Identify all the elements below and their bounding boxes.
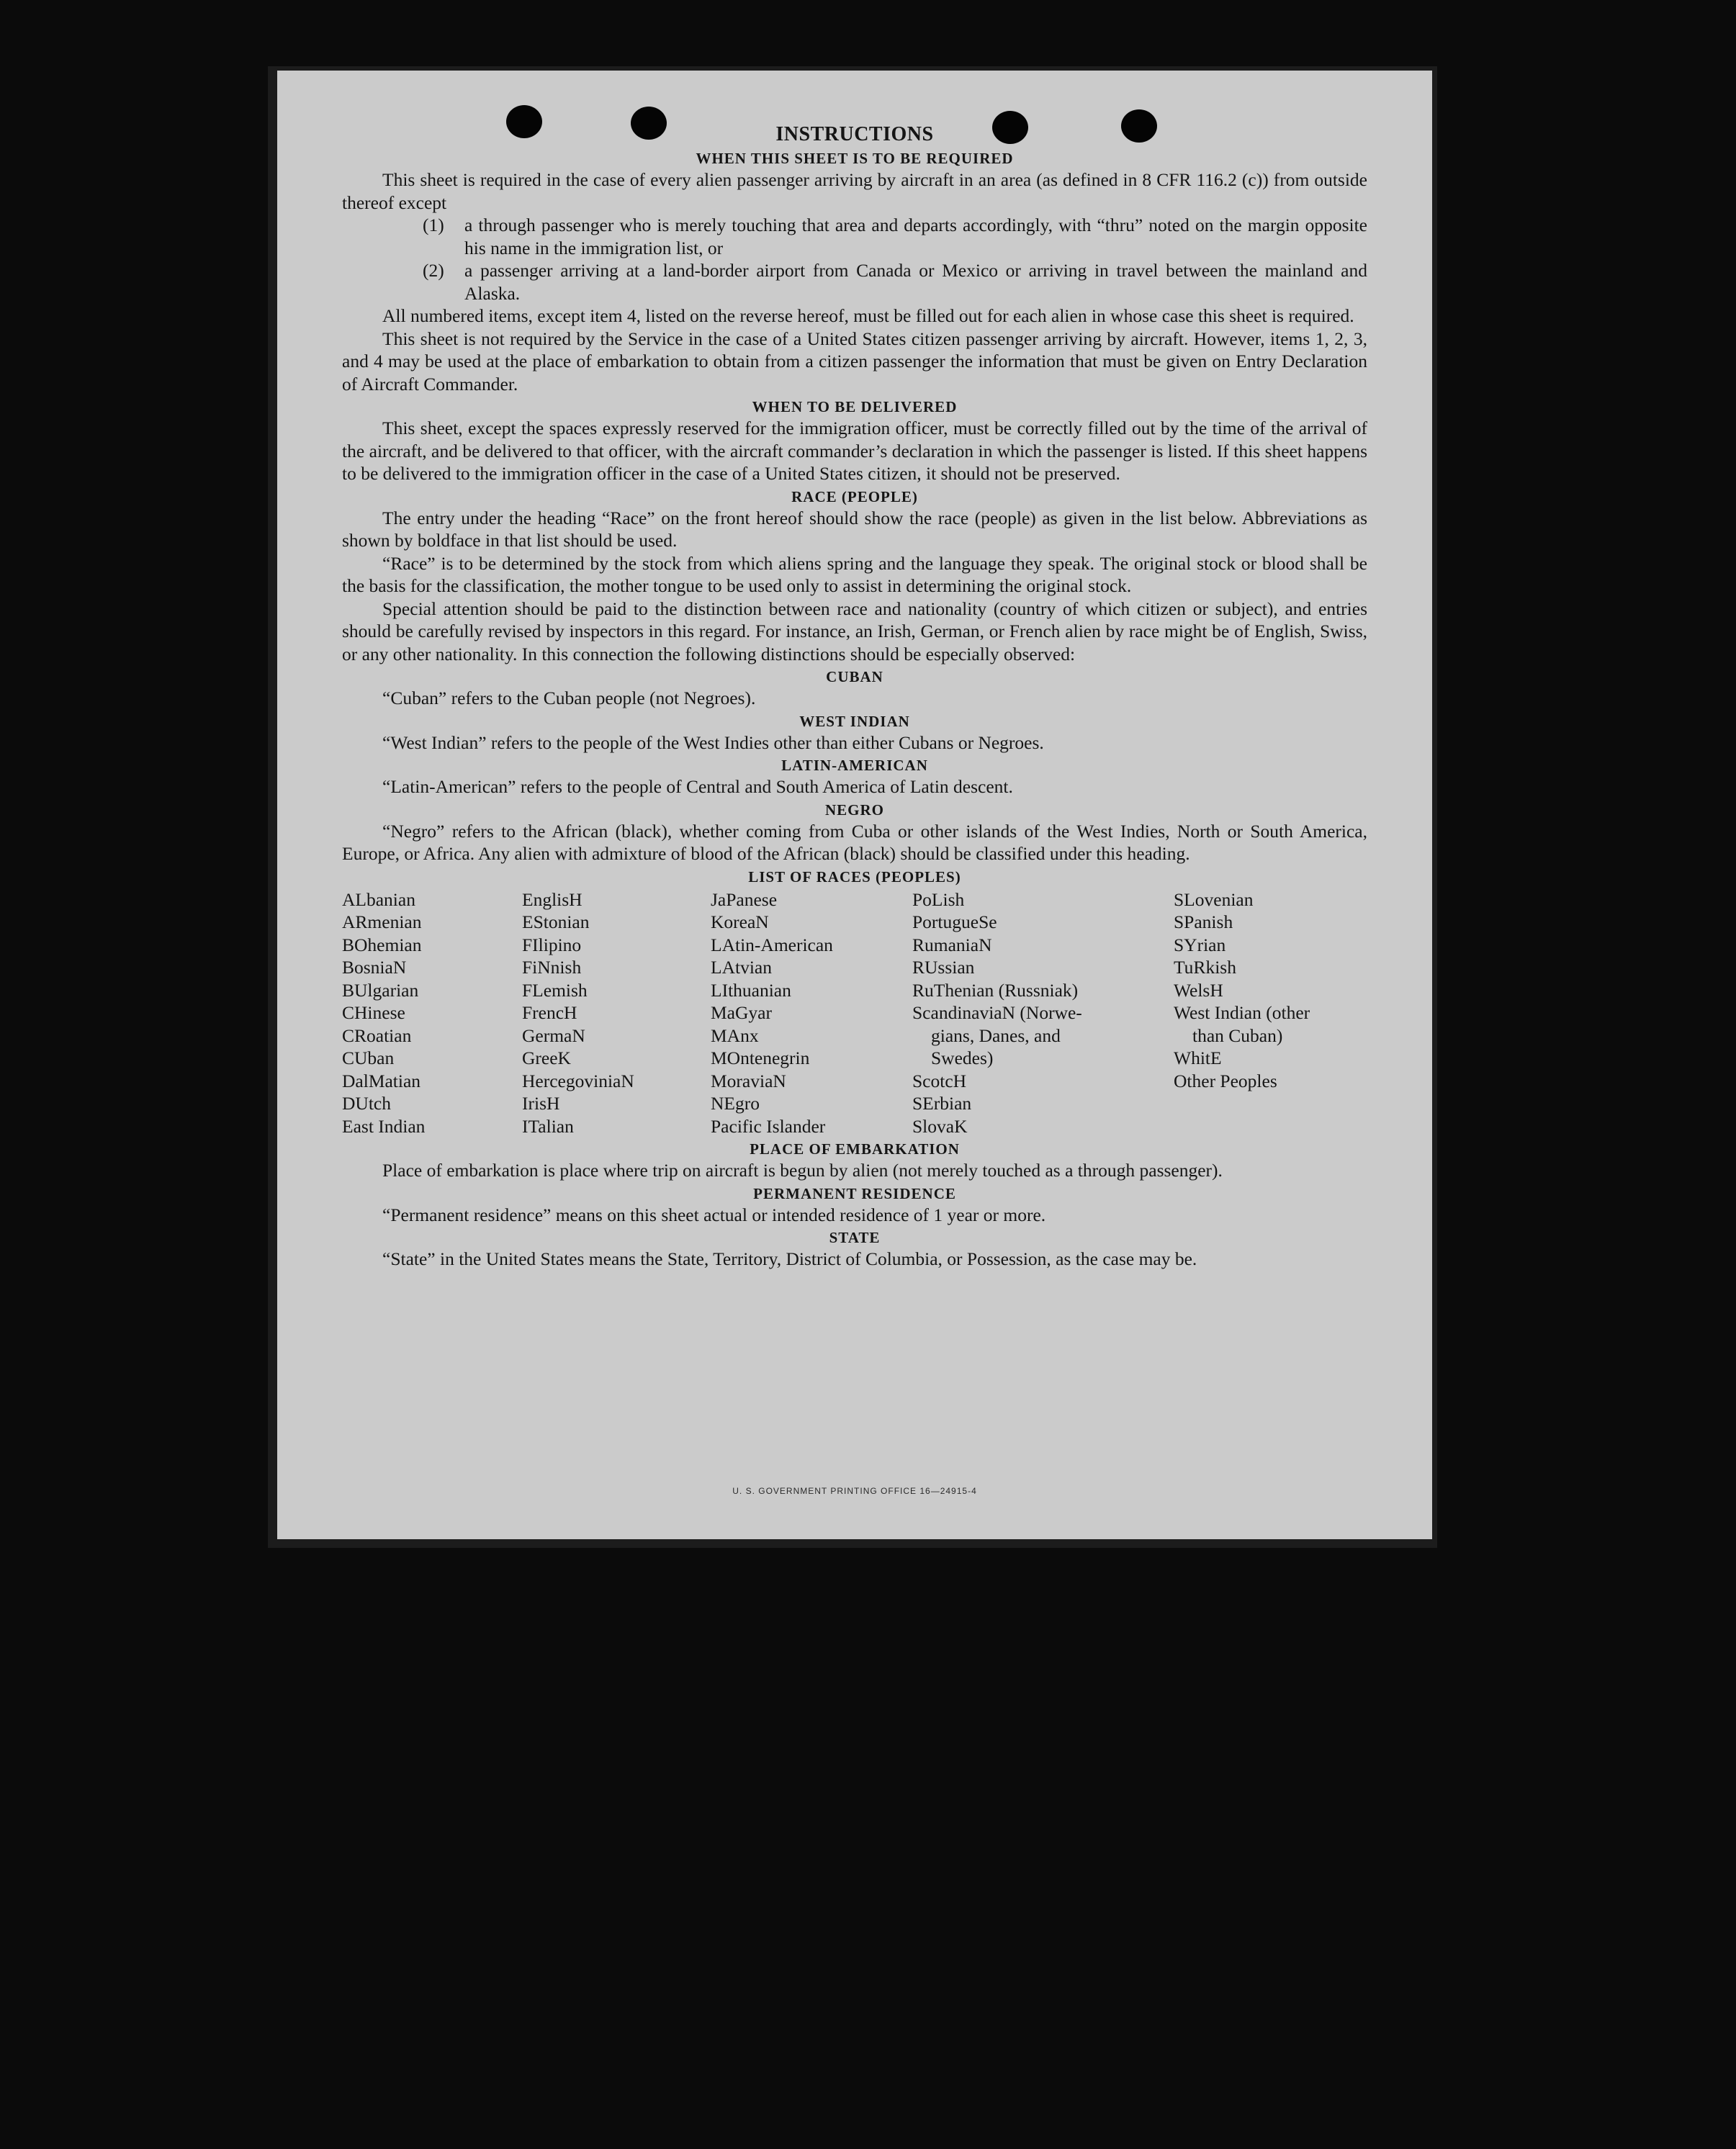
race-entry: JaPanese	[711, 888, 778, 910]
race-entry: NEgro	[711, 1093, 760, 1114]
race-entry: KoreaN	[711, 911, 769, 932]
printer-imprint: U. S. GOVERNMENT PRINTING OFFICE 16—24915-4	[732, 1486, 977, 1496]
race-entry: IrisH	[522, 1093, 560, 1114]
list-item	[342, 214, 1367, 259]
races-column	[711, 888, 912, 1138]
race-entry: RuThenian (Russniak)	[912, 979, 1079, 1001]
race-entry: HercegoviniaN	[522, 1070, 634, 1091]
races-column	[1174, 888, 1361, 1138]
race-entry: GermaN	[522, 1024, 585, 1046]
races-list	[342, 888, 1367, 1138]
race-entry: than Cuban)	[1192, 1024, 1283, 1046]
paragraph: “State” in the United States means the State, Territory, District of Columbia, or Possession, as the case may be.	[382, 1248, 1197, 1269]
punch-hole	[631, 107, 667, 140]
paragraph: “Latin-American” refers to the people of Central and South America of Latin descent.	[382, 776, 1013, 797]
race-entry: WelsH	[1174, 979, 1223, 1001]
paragraph: All numbered items, except item 4, listed on the reverse hereof, must be filled out for each alien in whose case this sheet is required.	[382, 305, 1354, 326]
section-heading: LATIN-AMERICAN	[781, 757, 928, 774]
race-entry: FIlipino	[522, 934, 582, 955]
section-heading: WHEN THIS SHEET IS TO BE REQUIRED	[696, 150, 1014, 167]
race-entry: SPanish	[1174, 911, 1233, 932]
race-entry: LAtvian	[711, 957, 772, 978]
races-column	[342, 888, 522, 1138]
race-entry: CHinese	[342, 1002, 405, 1023]
race-entry: SYrian	[1174, 934, 1226, 955]
punch-hole	[506, 105, 542, 138]
race-entry: WhitE	[1174, 1048, 1222, 1068]
race-entry: SErbian	[912, 1093, 972, 1114]
race-entry: RUssian	[912, 957, 975, 978]
punch-hole	[1121, 109, 1157, 143]
race-entry: PoLish	[912, 888, 965, 910]
race-entry: MAnx	[711, 1024, 759, 1046]
race-entry: FiNnish	[522, 957, 582, 978]
paragraph: Special attention should be paid to the distinction between race and nationality (country of which citizen or subject), and entries should be carefully revised by inspectors in this regard. For instance, an Irish, German, or French alien by race might be of English, Swiss, or any other nationality. In this connection the following distinctions should be especially observed:	[342, 598, 1367, 664]
race-entry: BOhemian	[342, 934, 422, 955]
races-column	[912, 888, 1174, 1138]
race-entry: SlovaK	[912, 1115, 968, 1137]
race-entry: East Indian	[342, 1115, 426, 1137]
race-entry: ARmenian	[342, 911, 422, 932]
section-heading: WHEN TO BE DELIVERED	[752, 398, 958, 415]
race-entry: Swedes)	[931, 1048, 994, 1068]
paragraph: “West Indian” refers to the people of the West Indies other than either Cubans or Negroes.	[382, 731, 1044, 753]
races-column	[522, 888, 711, 1138]
race-entry: BUlgarian	[342, 979, 419, 1001]
paragraph: The entry under the heading “Race” on the front hereof should show the race (people) as given in the list below. Abbreviations as shown by boldface in that list should be used.	[342, 507, 1367, 551]
race-entry: Pacific Islander	[711, 1115, 826, 1137]
paragraph: Place of embarkation is place where trip on aircraft is begun by alien (not merely touched as a through passenger).	[382, 1160, 1223, 1181]
race-entry: EStonian	[522, 911, 590, 932]
race-entry: CRoatian	[342, 1024, 412, 1046]
race-entry: ITalian	[522, 1115, 574, 1137]
paragraph: “Negro” refers to the African (black), whether coming from Cuba or other islands of the West Indies, North or South America, Europe, or Africa. Any alien with admixture of blood of the African (black) should be classified under this heading.	[342, 820, 1367, 864]
section-heading: STATE	[829, 1229, 881, 1246]
document-sheet	[277, 71, 1432, 1539]
section-heading: WEST INDIAN	[799, 712, 910, 730]
item-text: a through passenger who is merely touching that area and departs accordingly, with “thru” noted on the margin opposite his name in the immigration list, or	[464, 215, 1367, 258]
race-entry: MoraviaN	[711, 1070, 786, 1091]
race-entry: LIthuanian	[711, 979, 791, 1001]
paragraph: “Permanent residence” means on this sheet actual or intended residence of 1 year or more.	[382, 1204, 1046, 1225]
section-heading: LIST OF RACES (PEOPLES)	[748, 868, 961, 886]
race-entry: BosniaN	[342, 957, 407, 978]
race-entry: ALbanian	[342, 888, 415, 910]
race-entry: GreeK	[522, 1048, 571, 1068]
paragraph: This sheet is required in the case of every alien passenger arriving by aircraft in an area (as defined in 8 CFR 116.2 (c)) from outside thereof except	[342, 169, 1367, 213]
item-number: (1)	[423, 215, 444, 235]
race-entry: FrencH	[522, 1002, 577, 1023]
race-entry: MOntenegrin	[711, 1048, 810, 1068]
race-entry: DUtch	[342, 1093, 391, 1114]
race-entry: EnglisH	[522, 888, 583, 910]
section-heading: RACE (PEOPLE)	[791, 487, 918, 505]
race-entry: Other Peoples	[1174, 1070, 1277, 1091]
race-entry: LAtin-American	[711, 934, 833, 955]
paragraph: “Race” is to be determined by the stock from which aliens spring and the language they speak. The original stock or blood shall be the basis for the classification, the mother tongue to be used only to assist in determining the original stock.	[342, 552, 1367, 596]
section-heading: NEGRO	[824, 801, 884, 819]
race-entry: TuRkish	[1174, 957, 1236, 978]
race-entry: CUban	[342, 1048, 395, 1068]
race-entry: DalMatian	[342, 1070, 421, 1091]
race-entry: gians, Danes, and	[931, 1024, 1061, 1046]
section-heading: PLACE OF EMBARKATION	[750, 1140, 960, 1158]
race-entry: ScotcH	[912, 1070, 967, 1091]
paragraph: “Cuban” refers to the Cuban people (not Negroes).	[382, 688, 756, 708]
race-entry: ScandinaviaN (Norwe-	[912, 1002, 1082, 1023]
punch-hole	[992, 111, 1028, 144]
race-entry: FLemish	[522, 979, 588, 1001]
paragraph: This sheet is not required by the Service in the case of a United States citizen passenger arriving by aircraft. However, items 1, 2, 3, and 4 may be used at the place of embarkation to obtain from a citizen passenger the information that must be given on Entry Declaration of Aircraft Commander.	[342, 328, 1367, 395]
paragraph: This sheet, except the spaces expressly reserved for the immigration officer, must be correctly filled out by the time of the arrival of the aircraft, and be delivered to that officer, with the aircraft commander’s declaration in which the passenger is listed. If this sheet happens to be delivered to the immigration officer in the case of a United States citizen, it should not be preserved.	[342, 418, 1367, 484]
race-entry: PortugueSe	[912, 911, 997, 932]
section-heading: PERMANENT RESIDENCE	[753, 1184, 956, 1202]
item-text: a passenger arriving at a land-border airport from Canada or Mexico or arriving in travel between the mainland and Alaska.	[464, 260, 1367, 304]
race-entry: RumaniaN	[912, 934, 992, 955]
item-number: (2)	[423, 260, 444, 281]
document-title: INSTRUCTIONS	[775, 123, 934, 145]
race-entry: SLovenian	[1174, 888, 1254, 910]
race-entry: West Indian (other	[1174, 1002, 1310, 1023]
race-entry: MaGyar	[711, 1002, 772, 1023]
section-heading: CUBAN	[826, 668, 883, 685]
list-item	[342, 259, 1367, 305]
